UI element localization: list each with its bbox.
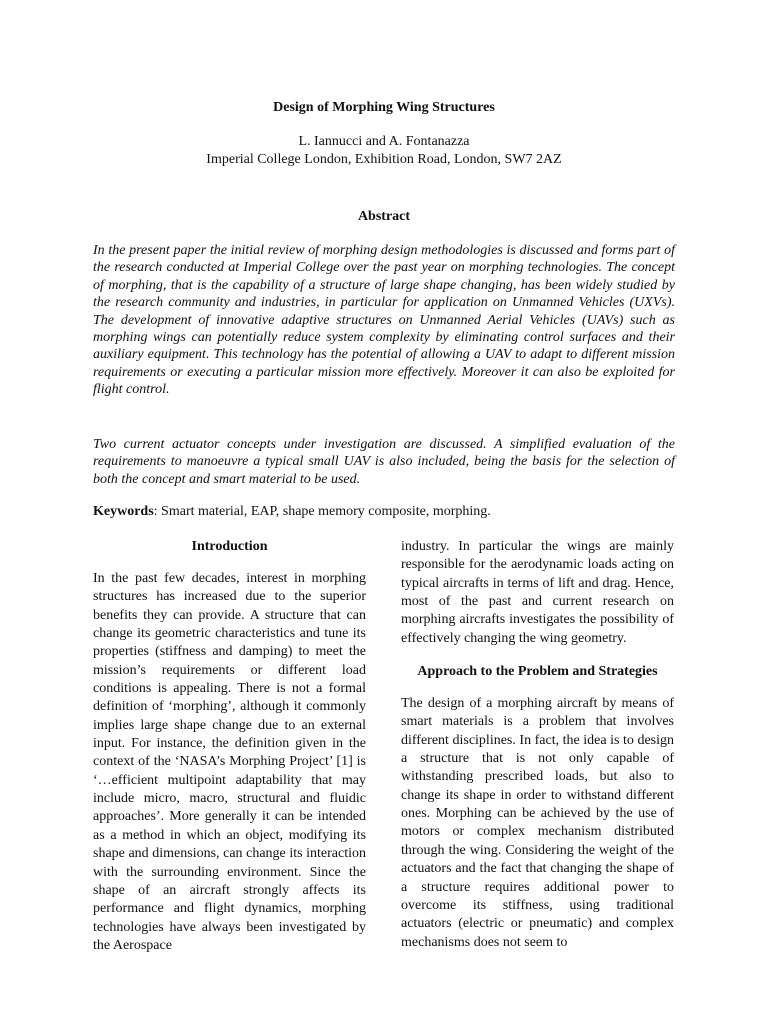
approach-heading: Approach to the Problem and Strategies bbox=[417, 664, 658, 680]
paper-affiliation: Imperial College London, Exhibition Road, London, SW7 2AZ bbox=[206, 152, 562, 167]
paper-title: Design of Morphing Wing Structures bbox=[273, 100, 495, 115]
paper-authors: L. Iannucci and A. Fontanazza bbox=[298, 134, 470, 149]
right-column bbox=[401, 538, 674, 952]
approach-paragraph: The design of a morphing aircraft by means of smart materials is a problem that involves different disciplines. In fact, the idea is to design a structure that is not only capable of withstanding prescribed loads, but also to change its shape in order to withstand different ones. Morphing can be achieved by the use of motors or complex mechanism distributed through the wing. Considering the weight of the actuators and the fact that changing the shape of a structure requires additional power to overcome its stiffness, using traditional actuators (electric or pneumatic) and complex mechanisms does not seem to bbox=[401, 696, 674, 950]
abstract-paragraph-1: In the present paper the initial review of morphing design methodologies is discussed and forms part of the research conducted at Imperial College over the past year on morphing technologies. The concept of morphing, that is the capability of a structure of large shape changing, has been widely studied by the research community and industries, in particular for application on Unmanned Vehicles (UXVs). The development of innovative adaptive structures on Unmanned Aerial Vehicles (UAVs) such as morphing wings can potentially reduce system complexity by eliminating control surfaces and their auxiliary equipment. This technology has the potential of allowing a UAV to adapt to different mission requirements or executing a particular mission more effectively. Moreover it can also be exploited for flight control. bbox=[93, 243, 675, 398]
keywords-label: Keywords bbox=[93, 504, 154, 519]
abstract-paragraph-2: Two current actuator concepts under investigation are discussed. A simplified evaluation of the requirements to manoeuvre a typical small UAV is also included, being the basis for the selection of both the concept and smart material to be used. bbox=[93, 437, 675, 487]
keywords-text: : Smart material, EAP, shape memory composite, morphing. bbox=[153, 504, 491, 519]
left-column bbox=[93, 538, 366, 955]
introduction-continued-paragraph: industry. In particular the wings are mainly responsible for the aerodynamic loads acting on typical aircrafts in terms of lift and drag. Hence, most of the past and current research on morphing aircrafts investigates the possibility of effectively changing the wing geometry. bbox=[401, 539, 674, 646]
abstract-heading: Abstract bbox=[357, 209, 411, 224]
introduction-paragraph: In the past few decades, interest in morphing structures has increased due to the superior benefits they can provide. A structure that can change its geometric characteristics and tune its properties (stiffness and damping) to meet the mission’s requirements or different load conditions is appealing. There is not a formal definition of ‘morphing’, although it commonly implies large shape change due to an external input. For instance, the definition given in the context of the ‘NASA’s Morphing Project’ [1] is ‘…efficient multipoint adaptability that may include micro, macro, structural and fluidic approaches’. More generally it can be intended as a method in which an object, modifying its shape and dimensions, can change its interaction with the surrounding environment. Since the shape of an aircraft strongly affects its performance and flight dynamics, morphing technologies have always been investigated by the Aerospace bbox=[93, 571, 366, 953]
introduction-heading: Introduction bbox=[191, 539, 268, 554]
keywords-line bbox=[93, 504, 675, 520]
